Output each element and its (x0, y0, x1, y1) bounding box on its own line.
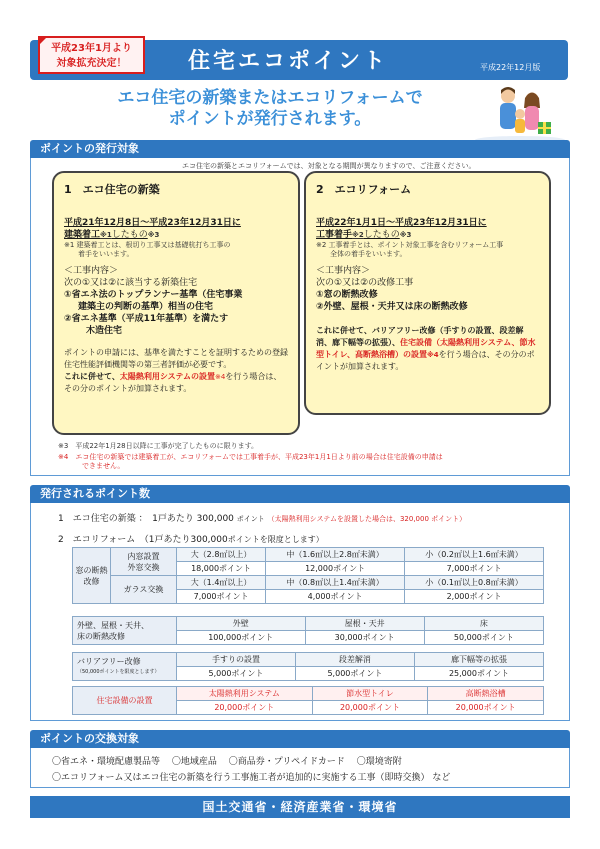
barrier-free-category (73, 653, 177, 681)
footnote-3: ※3 平成22年1月28日以降に工事が完了したものに限ります。 (58, 442, 259, 450)
family-illustration (470, 82, 570, 144)
reform-item1: ①窓の断熱改修 (316, 290, 378, 300)
wall-category: 外壁、屋根・天井、 床の断熱改修 (73, 617, 177, 645)
bf-head-step: 段差解消 (295, 653, 414, 667)
points-section-header: 発行されるポイント数 (30, 485, 570, 503)
eq-points-bath: 20,000ポイント (428, 701, 544, 715)
inner-size-medium: 中（1.6㎡以上2.8㎡未満） (266, 548, 405, 562)
badge-corner (38, 36, 48, 46)
inner-points-large: 18,000ポイント (177, 562, 266, 576)
new-build-para1: ポイントの申請には、基準を満たすことを証明するための登録住宅性能評価機関等の第三者評価が必要です。 (64, 348, 288, 369)
eq-head-bath: 高断熱浴槽 (428, 687, 544, 701)
new-build-works-intro: 次の①又は②に該当する新築住宅 (64, 278, 198, 288)
reform-note2-line1: ※2 工事着手とは、ポイント対象工事を含むリフォーム工事 (316, 241, 504, 249)
new-build-note1-line1: ※1 建築着工とは、根切り工事又は基礎杭打ち工事の (64, 241, 231, 249)
new-build-period-line2 (64, 229, 288, 241)
points-new-build-line (58, 511, 466, 524)
reform-period-start: 工事着手 (316, 230, 353, 240)
footnote-4-line2: できません。 (82, 462, 125, 470)
reform-works-title: ＜工事内容＞ (316, 266, 371, 276)
reform-works-intro: 次の①又は②の改修工事 (316, 278, 414, 288)
wall-head-wall: 外壁 (177, 617, 306, 631)
points-new-build-unit: ポイント (236, 515, 265, 523)
reform-period-line1: 平成22年1月1日～平成23年12月31日に (316, 218, 487, 228)
headline (60, 88, 480, 130)
window-glass: ガラス交換 (111, 576, 177, 604)
new-build-item2-line2: 木造住宅 (86, 326, 123, 336)
reform-box (304, 171, 551, 415)
glass-points-large: 7,000ポイント (177, 590, 266, 604)
exchange-line1: 〇省エネ・環境配慮製品等 〇地域産品 〇商品券・プリペイドカード 〇環境寄附 (52, 757, 402, 767)
barrier-free-points-table (72, 652, 544, 681)
bf-points-corridor: 25,000ポイント (414, 667, 543, 681)
badge-line1: 平成23年1月より (51, 43, 132, 54)
expansion-badge (38, 36, 145, 74)
inner-size-large: 大（2.8㎡以上） (177, 548, 266, 562)
new-build-period-start: 建築着工 (64, 230, 101, 240)
reform-sup4: ※4 (426, 351, 439, 359)
reform-period-line2 (316, 229, 539, 241)
new-build-para2-post: を行う場合は、その分のポイントが加算されます。 (64, 372, 282, 393)
wall-head-floor: 床 (424, 617, 543, 631)
headline-line2: ポイントが発行されます。 (168, 109, 372, 129)
reform-para-pre: これに併せて、バリアフリー改修（手すりの設置、段差解消、廊下幅等の拡張）、 (316, 326, 524, 347)
reform-sup2: ※2 (352, 231, 364, 239)
new-build-note1-line2: 着手をいいます。 (78, 250, 134, 258)
new-build-item2-line1: ②省エネ基準（平成11年基準）を満たす (64, 314, 229, 324)
bf-head-corridor: 廊下幅等の拡張 (414, 653, 543, 667)
wall-head-roof: 屋根・天井 (305, 617, 424, 631)
barrier-free-label: バリアフリー改修 (77, 656, 141, 666)
eq-points-toilet: 20,000ポイント (312, 701, 428, 715)
issuance-section-header: ポイントの発行対象 (30, 140, 570, 158)
window-points-table (72, 547, 544, 604)
glass-size-small: 小（0.1㎡以上0.8㎡未満） (405, 576, 544, 590)
page-title: 住宅エコポイント (188, 49, 389, 74)
reform-period-tail: したもの (363, 230, 400, 240)
reform-note2-line2: 全体の着手をいいます。 (330, 250, 407, 258)
reform-para-post: を行う場合は、その分のポイントが加算されます。 (316, 350, 535, 371)
new-build-sup3: ※3 (147, 231, 160, 239)
new-build-item1-line1: ①省エネ法のトップランナー基準（住宅事業 (64, 290, 243, 300)
eq-head-toilet: 節水型トイレ (312, 687, 428, 701)
equipment-points-table (72, 686, 544, 715)
ministries-footer: 国土交通省・経済産業省・環境省 (30, 796, 570, 818)
new-build-para2-pre: これに併せて、 (64, 372, 120, 381)
wall-points-table (72, 616, 544, 645)
footnote-4-line1: ※4 エコ住宅の新築では建築着工が、エコリフォームでは工事着手が、平成23年1月1日より前の場合は住宅設備の申請は (58, 453, 443, 461)
new-build-heading: 1 エコ住宅の新築 (64, 183, 160, 196)
glass-size-large: 大（1.4㎡以上） (177, 576, 266, 590)
new-build-solar-text: 太陽熱利用システムの設置 (119, 372, 216, 381)
eq-points-solar: 20,000ポイント (177, 701, 313, 715)
wall-points-floor: 50,000ポイント (424, 631, 543, 645)
inner-points-small: 7,000ポイント (405, 562, 544, 576)
new-build-sup4: ※4 (215, 373, 226, 381)
points-new-build-label: 1 エコ住宅の新築 ： 1戸あたり 300,000 (58, 514, 234, 524)
reform-equipment-text: 住宅設備（太陽熱利用システム、節水型トイレ、高断熱浴槽）の設置 (316, 338, 536, 359)
bf-points-handrail: 5,000ポイント (177, 667, 296, 681)
inner-points-medium: 12,000ポイント (266, 562, 405, 576)
new-build-works-title: ＜工事内容＞ (64, 266, 119, 276)
points-reform-unit: ポイントを限度とします） (227, 535, 324, 544)
glass-points-medium: 4,000ポイント (266, 590, 405, 604)
wall-points-wall: 100,000ポイント (177, 631, 306, 645)
points-reform-line (58, 532, 324, 545)
reform-heading: 2 エコリフォーム (316, 183, 412, 196)
reform-sup3: ※3 (399, 231, 412, 239)
points-reform-label: 2 エコリフォーム （1戸あたり300,000 (58, 535, 228, 545)
eq-head-solar: 太陽熱利用システム (177, 687, 313, 701)
new-build-sup1: ※1 (100, 231, 112, 239)
edition-label: 平成22年12月版 (480, 63, 541, 72)
window-category: 窓の断熱改修 (73, 548, 111, 604)
glass-size-medium: 中（0.8㎡以上1.4㎡未満） (266, 576, 405, 590)
new-build-period-line1: 平成21年12月8日～平成23年12月31日に (64, 218, 241, 228)
window-inner-outer: 内窓設置 外窓交換 (111, 548, 177, 576)
new-build-para2 (64, 371, 288, 395)
reform-item2: ②外壁、屋根・天井又は床の断熱改修 (316, 302, 468, 312)
new-build-box (52, 171, 300, 435)
exchange-line2: 〇エコリフォーム又はエコ住宅の新築を行う工事施工者が追加的に実施する工事（即時交換） など (52, 773, 451, 783)
exchange-section-header: ポイントの交換対象 (30, 730, 570, 748)
glass-points-small: 2,000ポイント (405, 590, 544, 604)
bf-head-handrail: 手すりの設置 (177, 653, 296, 667)
headline-line1: エコ住宅の新築またはエコリフォームで (117, 88, 423, 108)
issuance-note: エコ住宅の新築とエコリフォームでは、対象となる期間が異なりますので、ご注意ください。 (182, 162, 476, 170)
points-new-build-note: （太陽熱利用システムを設置した場合は、320,000 ポイント） (267, 515, 467, 523)
bf-points-step: 5,000ポイント (295, 667, 414, 681)
wall-points-roof: 30,000ポイント (305, 631, 424, 645)
new-build-period-tail: したもの (111, 230, 148, 240)
inner-size-small: 小（0.2㎡以上1.6㎡未満） (405, 548, 544, 562)
equipment-category: 住宅設備の設置 (73, 687, 177, 715)
barrier-free-limit: （50,000ポイントを限度とします） (77, 668, 160, 675)
new-build-item1-line2: 建築主の判断の基準）相当の住宅 (78, 302, 214, 312)
reform-para (316, 325, 539, 373)
badge-line2: 対象拡充決定！ (56, 58, 127, 69)
